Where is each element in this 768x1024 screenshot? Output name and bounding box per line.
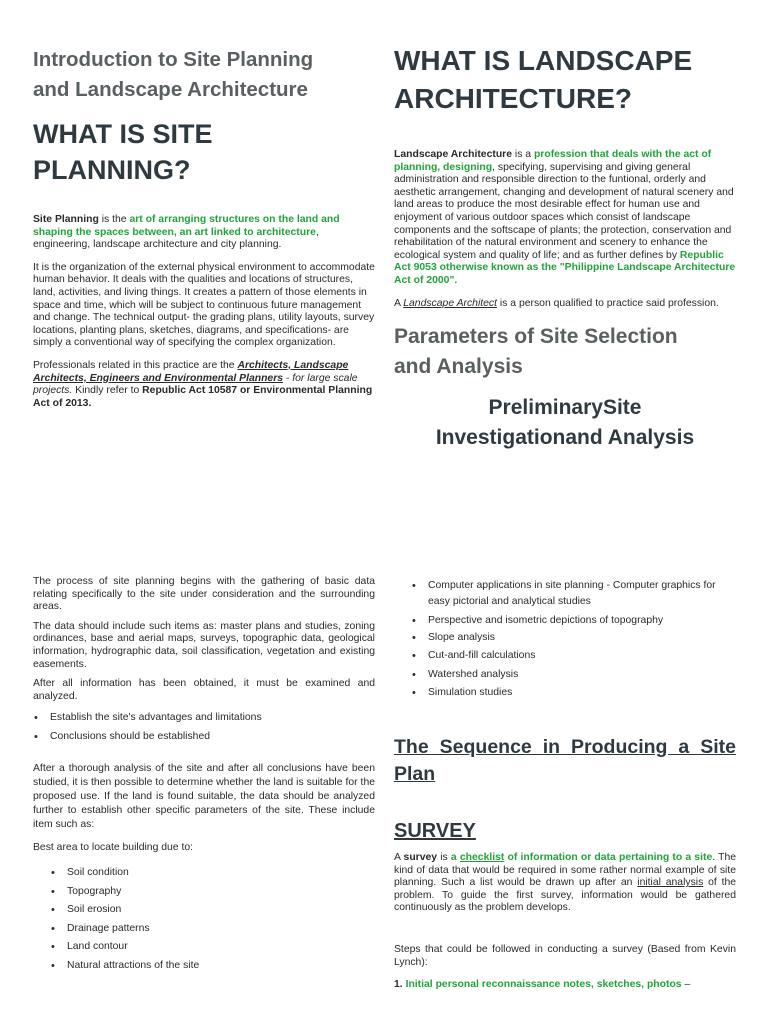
list-item: • Topography: [67, 886, 375, 899]
list-item: • Perspective and isometric depictions of topography: [428, 615, 736, 628]
list-item: • Land contour: [67, 941, 375, 954]
initial-analysis-link[interactable]: initial analysis: [637, 877, 704, 889]
preliminary-heading: PreliminarySite Investigationand Analysis: [435, 396, 695, 449]
analysis-list: [33, 712, 375, 743]
data-items-text: The data should include such items as: master plans and studies, zoning ordinances, base and aerial maps, surveys, topographic data, geological information, hydrographic data, soil classification, vegetation and existing easements.: [33, 620, 375, 670]
site-plan-sequence-section: [394, 578, 736, 992]
list-item: • Soil erosion: [67, 904, 375, 917]
process-text: The process of site planning begins with the gathering of basic data relating specifically to the site under consideration and the surrounding areas.: [33, 576, 375, 613]
suitability-text: After a thorough analysis of the site and after all conclusions have been studied, it is then possible to determine whether the land is suitable for the proposed use. If the land is found suitable, the data should be analyzed further to establish other specific parameters of the site. These include item such as:: [33, 762, 375, 830]
landscape-heading: WHAT IS LANDSCAPE ARCHITECTURE?: [394, 45, 693, 114]
examine-text: After all information has been obtained, it must be examined and analyzed.: [33, 678, 375, 702]
list-item: • Slope analysis: [428, 632, 736, 645]
survey-heading: SURVEY: [394, 819, 476, 842]
landscape-definition: Landscape Architecture is a profession that deals with the act of planning, designing, specifying, supervising and giving general administration and responsible direction to the funtional, orderly and aesthetic arrangement, changing and development of natural scenery and land areas to produce the most desirable effect for human use and enjoyment of various outdoor spaces which consist of landscape components and the softscape of plants; the protection, conservation and rehabilitation of the natural environment and scenery to enhance the ecological system and quality of life; and as further defines by Republic Act 9053 otherwise known as the "Philippine Landscape Architecture Act of 2000".: [394, 149, 736, 286]
list-item: • Simulation studies: [428, 687, 736, 700]
professionals-text: Professionals related in this practice are the Architects, Landscape Architects, Engineers and Environmental Planners - for large scale projects. Kindly refer to Republic Act 10587 or Environmental Planning Act of 2013.: [33, 359, 373, 409]
landscape-architect-link[interactable]: Landscape Architect: [403, 297, 498, 309]
site-planning-organization-text: It is the organization of the external physical environment to accommodate human behavior. It deals with the qualities and locations of structures, land, activities, and living things. It creates a pattern of those elements in space and time, which will be subject to continuous future management and change. The technical output- the grading plans, utility layouts, survey locations, planting plans, sketches, diagrams, and specifications- are simply a conventional way of specifying the complex organization.: [33, 261, 375, 349]
list-item: • Natural attractions of the site: [67, 960, 375, 973]
best-area-text: Best area to locate building due to:: [33, 841, 194, 853]
list-item: • Establish the site's advantages and limitations: [50, 712, 375, 725]
list-item: • Watershed analysis: [428, 669, 736, 682]
landscape-architect-text: A Landscape Architect is a person qualified to practice said profession.: [394, 297, 719, 309]
list-item: • Computer applications in site planning - Computer graphics for easy pictorial and analytical studies: [428, 578, 736, 610]
survey-definition: A survey is a checklist of information or data pertaining to a site. The kind of data that would be required in some rather normal example of site planning. Such a list would be drawn up after an initial analysis of the problem. To guide the first survey, information would be gathered continuously as the problem develops.: [394, 851, 737, 914]
parameters-heading: Parameters of Site Selection and Analysis: [394, 325, 678, 378]
computer-applications-list: [394, 578, 736, 700]
list-item: • Cut-and-fill calculations: [428, 650, 736, 663]
site-planning-section: [33, 45, 375, 410]
survey-step-1: 1. Initial personal reconnaissance notes, sketches, photos –: [394, 979, 691, 991]
list-item: • Conclusions should be established: [50, 731, 375, 744]
checklist-link[interactable]: checklist: [459, 851, 505, 863]
site-planning-definition: Site Planning is the art of arranging structures on the land and shaping the spaces between, an art linked to architecture, engineering, landscape architecture and city planning.: [33, 214, 340, 251]
sequence-heading: The Sequence in Producing a Site Plan: [394, 735, 736, 785]
intro-title: Introduction to Site Planning and Landscape Architecture: [33, 48, 314, 101]
landscape-architecture-section: [394, 42, 736, 452]
list-item: • Soil condition: [67, 867, 375, 880]
professionals-link[interactable]: Architects, Landscape Architects, Engineers and Environmental Planners: [33, 359, 349, 384]
site-analysis-section: [33, 576, 375, 972]
survey-steps-intro: Steps that could be followed in conducting a survey (Based from Kevin Lynch):: [394, 943, 736, 968]
list-item: • Drainage patterns: [67, 923, 375, 936]
building-factors-list: [33, 867, 375, 972]
site-planning-heading: WHAT IS SITE PLANNING?: [33, 119, 213, 185]
